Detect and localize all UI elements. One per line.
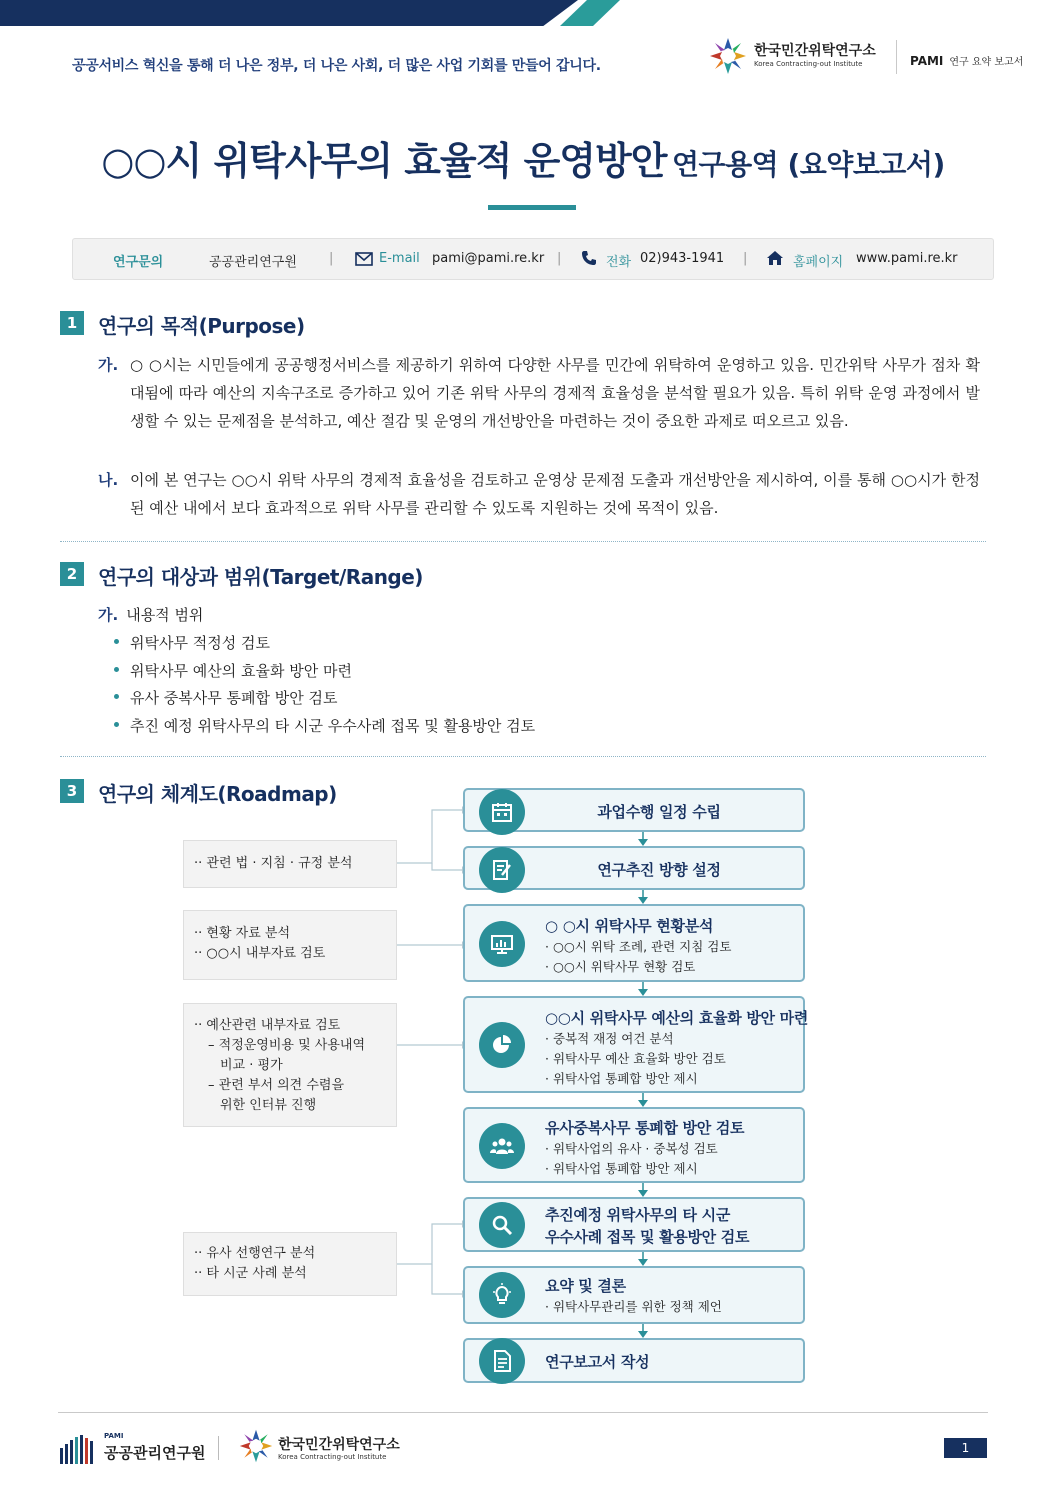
arrow-down-icon [638,1183,648,1197]
phone-icon [581,250,597,266]
header-divider [896,40,897,74]
arrow-down-icon [638,1252,648,1266]
footer-org2: 한국민간위탁연구소 [278,1437,400,1453]
section-title: 연구의 체계도(Roadmap) [98,782,337,806]
step-detail: · 위탁사업 통폐합 방안 제시 [545,1071,698,1086]
method-text: ·· ○○시 내부자료 검토 [194,946,326,961]
method-text: – 관련 부서 의견 수렴을 [208,1078,345,1093]
pami-logo [58,1430,206,1466]
report-icon [479,1338,525,1384]
email-link[interactable]: pami@pami.re.kr [432,251,545,266]
title-main: ○○시 위탁사무의 효율적 운영방안 [101,139,667,183]
mail-icon [355,252,373,266]
paragraph-marker: 나. [98,471,119,489]
report-type: 연구 요약 보고서 [949,57,1024,68]
arrow-down-icon [638,890,648,904]
step-title: ○○시 위탁사무 예산의 효율화 방안 마련 [545,1009,809,1027]
roadmap-step [463,996,809,1093]
lightbulb-icon [479,1272,525,1318]
roadmap-step [463,1107,805,1183]
bullet-dot [114,667,119,672]
method-box [183,840,397,888]
method-box [183,1003,397,1127]
homepage-label: 홈페이지 [793,255,844,270]
method-text: – 적정운영비용 및 사용내역 [208,1038,366,1053]
method-text: ·· 예산관련 내부자료 검토 [194,1018,341,1033]
phone-number[interactable]: 02)943-1941 [640,251,725,266]
step-detail: · 위탁사업 통폐합 방안 제시 [545,1161,698,1176]
method-text: ·· 타 시군 사례 분석 [194,1266,307,1281]
list-item [114,660,352,681]
document-edit-icon [479,847,525,893]
subsection-marker: 가. [98,606,119,624]
contact-separator: | [743,251,748,266]
method-text: 비교 · 평가 [220,1058,283,1073]
roadmap-step [463,846,805,890]
calendar-icon [479,789,525,835]
arrow-down-icon [638,832,648,846]
step-title: 연구추진 방향 설정 [597,861,721,879]
step-title-line2: 우수사례 접목 및 활용방안 검토 [545,1228,750,1246]
step-title: 과업수행 일정 수립 [597,803,721,821]
footer-logo-divider [218,1436,219,1460]
contact-separator: | [329,251,334,266]
title-sub: 연구용역 (요약보고서) [672,148,945,181]
document-title [0,130,1046,185]
roadmap-step [463,1266,805,1324]
top-banner-bar [0,0,578,26]
monitor-chart-icon [479,921,525,967]
email-label: E-mail [379,251,420,266]
arrow-down-icon [638,1324,648,1338]
step-detail: · ○○시 위탁사무 현황 검토 [545,959,696,974]
homepage-link[interactable]: www.pami.re.kr [856,251,958,266]
pami-text: PAMI [910,54,944,68]
contact-separator: | [557,251,562,266]
pinwheel-logo-icon [708,36,748,76]
contact-org: 공공관리연구원 [209,255,297,270]
paragraph-marker: 가. [98,356,119,374]
list-item [114,687,337,708]
method-box [183,910,397,980]
paragraph-text: 이에 본 연구는 ○○시 위탁 사무의 경제적 효율성을 검토하고 운영상 문제점 도출과 개선방안을 제시하여, 이를 통해 ○○시가 한정된 예산 내에서 보다 효과적으로 위탁 사무를 관리할 수 있도록 지원하는 것에 목적이 있음. [130,471,980,517]
section-title: 연구의 대상과 범위(Target/Range) [98,565,423,589]
section-number: 1 [60,311,84,335]
step-title: 요약 및 결론 [545,1277,626,1295]
home-icon [766,250,784,266]
subsection-heading [98,604,203,625]
section-divider [60,756,986,757]
step-detail: · 위탁사업의 유사 · 중복성 검토 [545,1141,718,1156]
paragraph [98,466,980,522]
roadmap-step [463,788,805,832]
contact-box [72,238,994,280]
step-detail: · 위탁사무 예산 효율화 방안 검토 [545,1051,726,1066]
roadmap-step [463,904,805,982]
roadmap-connectors [396,800,466,1320]
paragraph-text: ○ ○시는 시민들에게 공공행정서비스를 제공하기 위하여 다양한 사무를 민간에 위탁하여 운영하고 있음. 민간위탁 사무가 점차 확대됨에 따라 예산의 지속구조로 증가하고 있어 기존 위탁 사무의 경제적 효율성을 분석할 필요가 있음. 특히 위탁 운영 과정에서 발생할 수 있는 문제점을 분석하고, 예산 절감 및 운영의 개선방안을 마련하는 것이 중요한 과제로 떠오르고 있음. [130,356,980,430]
logo-subtitle: Korea Contracting-out Institute [754,60,863,68]
subsection-title: 내용적 범위 [126,606,204,624]
list-item-text: 유사 중복사무 통폐합 방안 검토 [130,689,338,707]
list-item-text: 위탁사무 예산의 효율화 방안 마련 [130,662,352,680]
footer-org2-sub: Korea Contracting-out Institute [278,1453,387,1461]
search-icon [479,1202,525,1248]
logo-name: 한국민간위탁연구소 [754,43,876,59]
method-text: 위한 인터뷰 진행 [220,1098,317,1113]
page-number: 1 [944,1438,987,1458]
step-title: 유사중복사무 통폐합 방안 검토 [545,1119,745,1137]
people-icon [479,1123,525,1169]
step-detail: · ○○시 위탁 조례, 관련 지침 검토 [545,939,732,954]
bullet-dot [114,694,119,699]
contact-label: 연구문의 [113,255,164,270]
phone-label: 전화 [606,255,632,270]
institute-logo-footer [238,1428,418,1464]
pami-bars-icon [58,1432,96,1464]
paragraph [98,351,980,435]
bullet-dot [114,722,119,727]
bullet-dot [114,639,119,644]
method-text: ·· 유사 선행연구 분석 [194,1246,316,1261]
list-item-text: 추진 예정 위탁사무의 타 시군 우수사례 접목 및 활용방안 검토 [130,717,536,735]
pinwheel-logo-icon [238,1428,274,1464]
institute-logo [708,36,888,76]
title-underline [488,205,576,210]
section-divider [60,541,986,542]
arrow-down-icon [638,1093,648,1107]
roadmap-step [463,1338,805,1383]
step-detail: · 위탁사무관리를 위한 정책 제언 [545,1299,722,1314]
footer-org1: 공공관리연구원 [104,1444,206,1462]
list-item [114,632,270,653]
section-number: 2 [60,562,84,586]
arrow-down-icon [638,982,648,996]
pami-small: PAMI [104,1432,124,1440]
section-title: 연구의 목적(Purpose) [98,314,305,338]
list-item-text: 위탁사무 적정성 검토 [130,634,270,652]
method-box [183,1232,397,1296]
slogan: 공공서비스 혁신을 통해 더 나은 정부, 더 나은 사회, 더 많은 사업 기회를 만들어 갑니다. [72,58,601,74]
step-detail: · 중복적 재정 여건 분석 [545,1031,674,1046]
footer-divider [58,1412,988,1413]
pie-chart-icon [479,1022,525,1068]
roadmap-step [463,1197,805,1252]
method-text: ·· 관련 법 · 지침 · 규정 분석 [194,856,353,871]
method-text: ·· 현황 자료 분석 [194,926,291,941]
step-title: 추진예정 위탁사무의 타 시군 [545,1206,731,1224]
list-item [114,715,535,736]
step-title: 연구보고서 작성 [545,1353,650,1371]
step-title: ○ ○시 위탁사무 현황분석 [545,917,714,935]
pami-label [910,53,1023,68]
section-number: 3 [60,779,84,803]
